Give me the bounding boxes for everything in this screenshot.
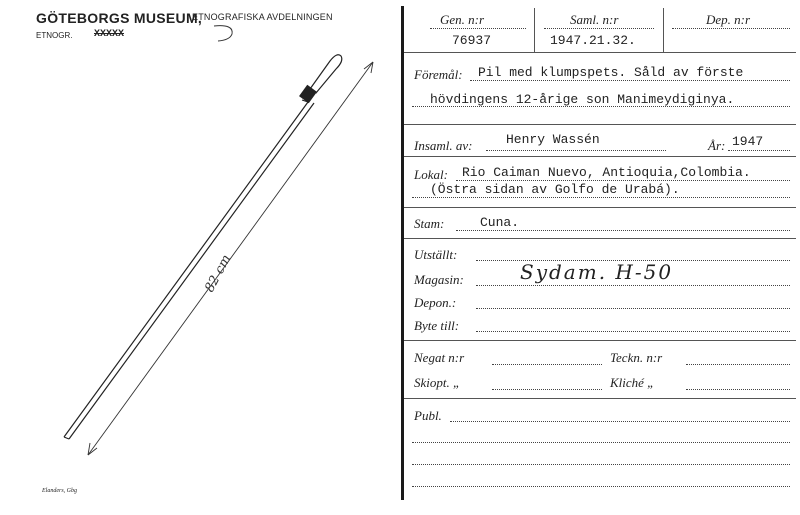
card-divider xyxy=(401,6,404,500)
foremal-line-2: hövdingens 12-årige son Manimeydiginya. xyxy=(430,92,735,107)
dep-number-label: Dep. n:r xyxy=(706,12,751,27)
gen-number-value: 76937 xyxy=(452,33,492,48)
struck-code: XXXXX xyxy=(94,29,125,40)
etnogr-label: ETNOGR. xyxy=(36,31,73,40)
lokal-label: Lokal: xyxy=(414,167,448,182)
negat-label: Negat n:r xyxy=(414,350,465,365)
foremal-line-1: Pil med klumpspets. Såld av förste xyxy=(478,65,744,80)
stam-label: Stam: xyxy=(414,216,445,231)
row-line xyxy=(404,124,796,125)
arrow-drawing xyxy=(40,45,390,465)
ar-label: År: xyxy=(708,138,726,153)
saml-number-label: Saml. n:r xyxy=(570,12,619,27)
row-line xyxy=(404,238,796,239)
ar-value: 1947 xyxy=(732,134,764,149)
gen-number-label: Gen. n:r xyxy=(440,12,485,27)
length-label: 82 cm xyxy=(202,252,235,295)
row-line xyxy=(404,156,796,157)
utstallt-label: Utställt: xyxy=(414,247,458,262)
row-line xyxy=(404,398,796,399)
stam-value: Cuna. xyxy=(480,215,520,230)
saml-number-value: 1947.21.32. xyxy=(550,33,636,48)
museum-name: GÖTEBORGS MUSEUM, xyxy=(36,10,203,26)
publ-label: Publ. xyxy=(414,408,442,423)
magasin-label: Magasin: xyxy=(414,272,464,287)
insaml-value: Henry Wassén xyxy=(506,132,600,147)
lokal-line-2: (Östra sidan av Golfo de Urabá). xyxy=(430,182,680,197)
magasin-value: Sydam. H-50 xyxy=(520,260,674,284)
printer-imprint: Elanders, Gbg xyxy=(42,488,77,494)
kliche-label: Kliché „ xyxy=(610,375,655,390)
byte-till-label: Byte till: xyxy=(414,318,460,333)
row-line xyxy=(404,52,796,53)
insaml-label: Insaml. av: xyxy=(414,138,473,153)
foremal-label: Föremål: xyxy=(414,67,463,82)
box-separator xyxy=(534,8,535,52)
department-name: ETNOGRAFISKA AVDELNINGEN xyxy=(192,12,333,22)
box-separator xyxy=(663,8,664,52)
lokal-line-1: Rio Caiman Nuevo, Antioquia,Colombia. xyxy=(462,165,751,180)
row-line xyxy=(404,340,796,341)
depon-label: Depon.: xyxy=(414,295,457,310)
row-line xyxy=(404,207,796,208)
teckn-label: Teckn. n:r xyxy=(610,350,663,365)
pen-mark xyxy=(210,22,240,44)
skiopt-label: Skiopt. „ xyxy=(414,375,461,390)
